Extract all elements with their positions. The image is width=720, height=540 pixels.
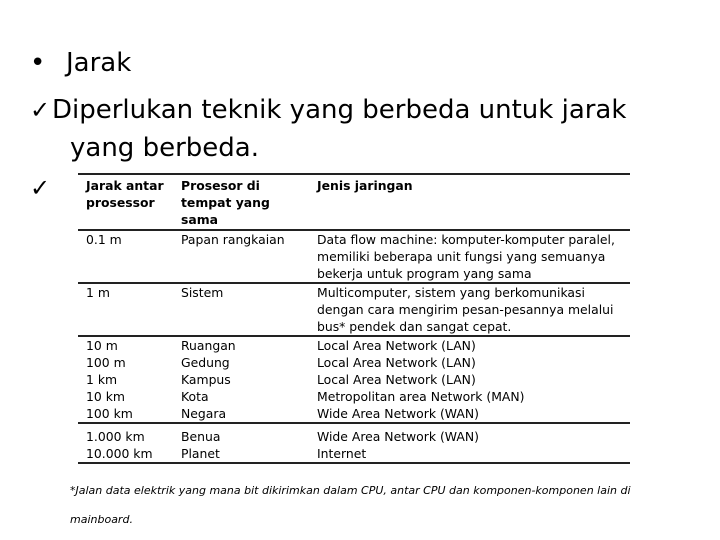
table-row bbox=[78, 283, 630, 336]
table-row bbox=[78, 230, 630, 283]
checkmark-icon: ✓ bbox=[30, 96, 51, 124]
cell-network: Metropolitan area Network (MAN) bbox=[317, 389, 525, 404]
cell-processor: Kampus bbox=[181, 372, 231, 387]
table-row bbox=[78, 354, 630, 371]
bullet-dot: • bbox=[30, 48, 46, 78]
cell-distance: 1 m bbox=[78, 283, 175, 336]
table-row bbox=[78, 388, 630, 405]
cell-network: Wide Area Network (WAN) bbox=[317, 429, 479, 444]
cell-distance: 0.1 m bbox=[86, 232, 122, 247]
cell-network: Internet bbox=[311, 445, 630, 463]
network-distance-table bbox=[78, 173, 630, 464]
bullet-jarak bbox=[30, 45, 131, 81]
cell-network: Data flow machine: komputer-komputer paralel, memiliki beberapa unit fungsi yang semuanya bekerja untuk program yang sama bbox=[317, 232, 615, 281]
header-network: Jenis jaringan bbox=[311, 174, 630, 230]
cell-distance: 1.000 km bbox=[86, 429, 145, 444]
cell-distance: 10 m bbox=[78, 336, 175, 354]
table-footnote: *Jalan data elektrik yang mana bit dikirimkan dalam CPU, antar CPU dan komponen-komponen lain di mainboard. bbox=[70, 484, 631, 526]
bullet-text: Jarak bbox=[66, 48, 132, 78]
cell-distance: 10 km bbox=[86, 389, 125, 404]
cell-network: Local Area Network (LAN) bbox=[317, 372, 476, 387]
cell-network: Local Area Network (LAN) bbox=[317, 355, 476, 370]
checkmark-icon: ✓ bbox=[30, 174, 51, 202]
bullet-table bbox=[30, 170, 52, 206]
cell-distance: 10.000 km bbox=[78, 445, 175, 463]
header-processor: Prosesor di tempat yang sama bbox=[175, 174, 311, 230]
cell-processor: Kota bbox=[181, 389, 209, 404]
header-distance: Jarak antar prosessor bbox=[78, 174, 175, 230]
table-row bbox=[78, 336, 630, 354]
cell-network: Local Area Network (LAN) bbox=[311, 336, 630, 354]
cell-processor: Sistem bbox=[175, 283, 311, 336]
cell-processor: Papan rangkaian bbox=[181, 232, 285, 247]
table-row bbox=[78, 405, 630, 423]
bullet-continuation: yang berbeda. bbox=[70, 133, 259, 163]
cell-distance: 100 km bbox=[78, 405, 175, 423]
cell-network: Multicomputer, sistem yang berkomunikasi dengan cara mengirim pesan-pesannya melalui bus* pendek dan sangat cepat. bbox=[311, 283, 630, 336]
cell-processor: Negara bbox=[175, 405, 311, 423]
bullet-diperlukan bbox=[30, 92, 626, 128]
table-row bbox=[78, 445, 630, 463]
table-row bbox=[78, 428, 630, 445]
cell-processor: Planet bbox=[175, 445, 311, 463]
cell-processor: Ruangan bbox=[175, 336, 311, 354]
cell-distance: 1 km bbox=[86, 372, 118, 387]
cell-distance: 100 m bbox=[86, 355, 126, 370]
cell-processor: Benua bbox=[181, 429, 221, 444]
bullet-text: Diperlukan teknik yang berbeda untuk jarak bbox=[52, 95, 627, 125]
cell-network: Wide Area Network (WAN) bbox=[311, 405, 630, 423]
table-row bbox=[78, 371, 630, 388]
cell-processor: Gedung bbox=[181, 355, 230, 370]
